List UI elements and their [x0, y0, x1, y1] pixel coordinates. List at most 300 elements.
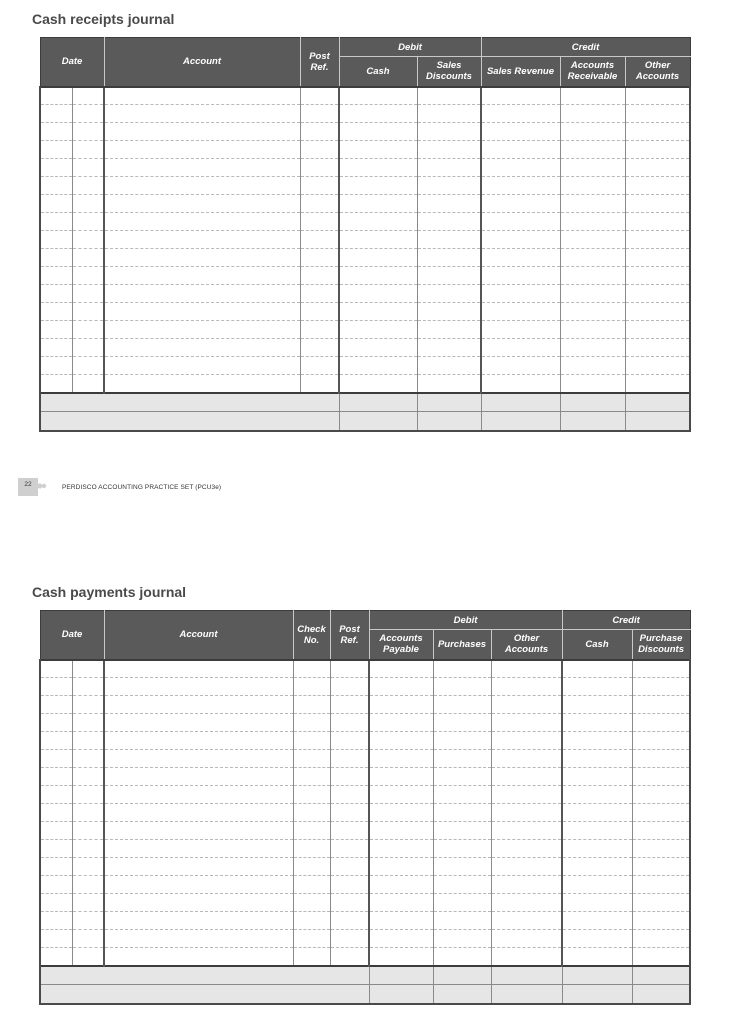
entry-cell[interactable]	[330, 912, 369, 930]
entry-cell[interactable]	[330, 930, 369, 948]
entry-cell[interactable]	[40, 660, 72, 678]
entry-cell[interactable]	[491, 696, 562, 714]
entry-cell[interactable]	[632, 858, 690, 876]
entry-cell[interactable]	[481, 105, 560, 123]
entry-cell[interactable]	[293, 714, 330, 732]
entry-cell[interactable]	[562, 750, 632, 768]
entry-cell[interactable]	[481, 123, 560, 141]
entry-cell[interactable]	[330, 660, 369, 678]
entry-cell[interactable]	[300, 195, 339, 213]
entry-cell[interactable]	[560, 375, 625, 393]
entry-cell[interactable]	[72, 357, 104, 375]
entry-cell[interactable]	[632, 768, 690, 786]
entry-cell[interactable]	[40, 357, 72, 375]
entry-cell[interactable]	[40, 339, 72, 357]
entry-cell[interactable]	[491, 894, 562, 912]
entry-cell[interactable]	[433, 786, 491, 804]
entry-cell[interactable]	[104, 858, 293, 876]
entry-cell[interactable]	[72, 249, 104, 267]
entry-cell[interactable]	[104, 105, 300, 123]
entry-cell[interactable]	[40, 303, 72, 321]
entry-cell[interactable]	[369, 930, 433, 948]
entry-cell[interactable]	[104, 375, 300, 393]
total-cell[interactable]	[369, 966, 433, 985]
entry-cell[interactable]	[491, 858, 562, 876]
entry-cell[interactable]	[491, 750, 562, 768]
entry-cell[interactable]	[417, 267, 481, 285]
entry-cell[interactable]	[560, 339, 625, 357]
entry-cell[interactable]	[417, 177, 481, 195]
entry-cell[interactable]	[491, 768, 562, 786]
entry-cell[interactable]	[625, 285, 690, 303]
entry-cell[interactable]	[417, 141, 481, 159]
entry-cell[interactable]	[417, 231, 481, 249]
total-cell[interactable]	[339, 393, 417, 412]
entry-cell[interactable]	[632, 732, 690, 750]
entry-cell[interactable]	[625, 357, 690, 375]
entry-cell[interactable]	[40, 375, 72, 393]
entry-cell[interactable]	[330, 822, 369, 840]
entry-cell[interactable]	[491, 732, 562, 750]
entry-cell[interactable]	[339, 123, 417, 141]
entry-cell[interactable]	[417, 249, 481, 267]
total-cell[interactable]	[481, 393, 560, 412]
entry-cell[interactable]	[104, 930, 293, 948]
entry-cell[interactable]	[632, 696, 690, 714]
entry-cell[interactable]	[433, 768, 491, 786]
entry-cell[interactable]	[72, 876, 104, 894]
entry-cell[interactable]	[481, 141, 560, 159]
entry-cell[interactable]	[72, 858, 104, 876]
entry-cell[interactable]	[632, 840, 690, 858]
entry-cell[interactable]	[481, 231, 560, 249]
entry-cell[interactable]	[72, 930, 104, 948]
entry-cell[interactable]	[562, 894, 632, 912]
entry-cell[interactable]	[40, 732, 72, 750]
entry-cell[interactable]	[104, 285, 300, 303]
entry-cell[interactable]	[104, 357, 300, 375]
total-cell[interactable]	[417, 393, 481, 412]
entry-cell[interactable]	[104, 660, 293, 678]
entry-cell[interactable]	[72, 822, 104, 840]
entry-cell[interactable]	[293, 912, 330, 930]
entry-cell[interactable]	[330, 750, 369, 768]
entry-cell[interactable]	[369, 696, 433, 714]
entry-cell[interactable]	[625, 321, 690, 339]
entry-cell[interactable]	[339, 105, 417, 123]
entry-cell[interactable]	[330, 858, 369, 876]
entry-cell[interactable]	[339, 303, 417, 321]
entry-cell[interactable]	[104, 768, 293, 786]
entry-cell[interactable]	[562, 786, 632, 804]
entry-cell[interactable]	[339, 339, 417, 357]
entry-cell[interactable]	[491, 912, 562, 930]
entry-cell[interactable]	[632, 930, 690, 948]
total-cell[interactable]	[560, 393, 625, 412]
entry-cell[interactable]	[339, 357, 417, 375]
entry-cell[interactable]	[40, 768, 72, 786]
entry-cell[interactable]	[300, 141, 339, 159]
entry-cell[interactable]	[560, 159, 625, 177]
entry-cell[interactable]	[369, 768, 433, 786]
entry-cell[interactable]	[40, 876, 72, 894]
entry-cell[interactable]	[560, 267, 625, 285]
entry-cell[interactable]	[293, 822, 330, 840]
entry-cell[interactable]	[104, 231, 300, 249]
entry-cell[interactable]	[40, 840, 72, 858]
entry-cell[interactable]	[72, 267, 104, 285]
entry-cell[interactable]	[417, 375, 481, 393]
entry-cell[interactable]	[562, 912, 632, 930]
entry-cell[interactable]	[339, 177, 417, 195]
entry-cell[interactable]	[104, 786, 293, 804]
entry-cell[interactable]	[562, 660, 632, 678]
entry-cell[interactable]	[339, 213, 417, 231]
entry-cell[interactable]	[369, 786, 433, 804]
entry-cell[interactable]	[72, 750, 104, 768]
entry-cell[interactable]	[625, 303, 690, 321]
entry-cell[interactable]	[369, 858, 433, 876]
entry-cell[interactable]	[104, 321, 300, 339]
entry-cell[interactable]	[72, 786, 104, 804]
entry-cell[interactable]	[491, 948, 562, 966]
total-cell[interactable]	[417, 412, 481, 431]
entry-cell[interactable]	[40, 714, 72, 732]
entry-cell[interactable]	[104, 159, 300, 177]
entry-cell[interactable]	[293, 930, 330, 948]
entry-cell[interactable]	[560, 195, 625, 213]
entry-cell[interactable]	[104, 87, 300, 105]
entry-cell[interactable]	[560, 177, 625, 195]
entry-cell[interactable]	[481, 249, 560, 267]
entry-cell[interactable]	[632, 678, 690, 696]
entry-cell[interactable]	[562, 696, 632, 714]
entry-cell[interactable]	[293, 804, 330, 822]
entry-cell[interactable]	[104, 213, 300, 231]
entry-cell[interactable]	[417, 195, 481, 213]
total-cell[interactable]	[632, 985, 690, 1004]
entry-cell[interactable]	[433, 930, 491, 948]
entry-cell[interactable]	[632, 876, 690, 894]
entry-cell[interactable]	[417, 339, 481, 357]
entry-cell[interactable]	[433, 876, 491, 894]
total-cell[interactable]	[632, 966, 690, 985]
entry-cell[interactable]	[104, 177, 300, 195]
entry-cell[interactable]	[40, 786, 72, 804]
entry-cell[interactable]	[104, 339, 300, 357]
entry-cell[interactable]	[632, 714, 690, 732]
total-cell[interactable]	[625, 393, 690, 412]
entry-cell[interactable]	[40, 105, 72, 123]
entry-cell[interactable]	[433, 912, 491, 930]
entry-cell[interactable]	[293, 876, 330, 894]
entry-cell[interactable]	[560, 249, 625, 267]
entry-cell[interactable]	[72, 912, 104, 930]
entry-cell[interactable]	[40, 930, 72, 948]
entry-cell[interactable]	[104, 303, 300, 321]
entry-cell[interactable]	[40, 195, 72, 213]
entry-cell[interactable]	[339, 195, 417, 213]
entry-cell[interactable]	[40, 249, 72, 267]
entry-cell[interactable]	[562, 714, 632, 732]
entry-cell[interactable]	[632, 786, 690, 804]
entry-cell[interactable]	[72, 105, 104, 123]
entry-cell[interactable]	[72, 375, 104, 393]
entry-cell[interactable]	[72, 87, 104, 105]
entry-cell[interactable]	[104, 732, 293, 750]
entry-cell[interactable]	[40, 177, 72, 195]
entry-cell[interactable]	[632, 894, 690, 912]
entry-cell[interactable]	[562, 876, 632, 894]
entry-cell[interactable]	[632, 822, 690, 840]
entry-cell[interactable]	[72, 123, 104, 141]
entry-cell[interactable]	[562, 732, 632, 750]
entry-cell[interactable]	[104, 249, 300, 267]
entry-cell[interactable]	[632, 660, 690, 678]
entry-cell[interactable]	[560, 357, 625, 375]
entry-cell[interactable]	[369, 894, 433, 912]
entry-cell[interactable]	[481, 195, 560, 213]
entry-cell[interactable]	[339, 249, 417, 267]
entry-cell[interactable]	[330, 948, 369, 966]
entry-cell[interactable]	[72, 321, 104, 339]
entry-cell[interactable]	[481, 357, 560, 375]
entry-cell[interactable]	[293, 696, 330, 714]
entry-cell[interactable]	[40, 267, 72, 285]
entry-cell[interactable]	[339, 231, 417, 249]
entry-cell[interactable]	[339, 159, 417, 177]
entry-cell[interactable]	[339, 141, 417, 159]
entry-cell[interactable]	[433, 696, 491, 714]
entry-cell[interactable]	[40, 948, 72, 966]
total-cell[interactable]	[560, 412, 625, 431]
entry-cell[interactable]	[104, 894, 293, 912]
total-cell[interactable]	[369, 985, 433, 1004]
entry-cell[interactable]	[491, 714, 562, 732]
total-cell[interactable]	[562, 985, 632, 1004]
entry-cell[interactable]	[104, 822, 293, 840]
entry-cell[interactable]	[481, 213, 560, 231]
entry-cell[interactable]	[40, 822, 72, 840]
entry-cell[interactable]	[330, 714, 369, 732]
entry-cell[interactable]	[72, 678, 104, 696]
entry-cell[interactable]	[625, 177, 690, 195]
entry-cell[interactable]	[72, 159, 104, 177]
entry-cell[interactable]	[369, 750, 433, 768]
entry-cell[interactable]	[369, 732, 433, 750]
entry-cell[interactable]	[293, 750, 330, 768]
total-cell[interactable]	[433, 985, 491, 1004]
entry-cell[interactable]	[481, 339, 560, 357]
entry-cell[interactable]	[300, 159, 339, 177]
entry-cell[interactable]	[491, 840, 562, 858]
entry-cell[interactable]	[369, 714, 433, 732]
entry-cell[interactable]	[72, 303, 104, 321]
entry-cell[interactable]	[433, 858, 491, 876]
entry-cell[interactable]	[339, 321, 417, 339]
entry-cell[interactable]	[417, 123, 481, 141]
entry-cell[interactable]	[293, 660, 330, 678]
entry-cell[interactable]	[369, 912, 433, 930]
entry-cell[interactable]	[300, 105, 339, 123]
entry-cell[interactable]	[72, 339, 104, 357]
entry-cell[interactable]	[40, 804, 72, 822]
entry-cell[interactable]	[40, 213, 72, 231]
entry-cell[interactable]	[330, 840, 369, 858]
entry-cell[interactable]	[632, 912, 690, 930]
entry-cell[interactable]	[330, 876, 369, 894]
entry-cell[interactable]	[339, 267, 417, 285]
entry-cell[interactable]	[481, 285, 560, 303]
entry-cell[interactable]	[72, 195, 104, 213]
entry-cell[interactable]	[560, 87, 625, 105]
entry-cell[interactable]	[417, 105, 481, 123]
entry-cell[interactable]	[433, 714, 491, 732]
entry-cell[interactable]	[562, 930, 632, 948]
entry-cell[interactable]	[491, 678, 562, 696]
entry-cell[interactable]	[562, 822, 632, 840]
entry-cell[interactable]	[300, 231, 339, 249]
entry-cell[interactable]	[433, 678, 491, 696]
entry-cell[interactable]	[339, 87, 417, 105]
entry-cell[interactable]	[300, 249, 339, 267]
entry-cell[interactable]	[72, 213, 104, 231]
entry-cell[interactable]	[560, 285, 625, 303]
entry-cell[interactable]	[417, 357, 481, 375]
entry-cell[interactable]	[560, 303, 625, 321]
entry-cell[interactable]	[625, 213, 690, 231]
entry-cell[interactable]	[40, 912, 72, 930]
entry-cell[interactable]	[293, 678, 330, 696]
entry-cell[interactable]	[491, 876, 562, 894]
entry-cell[interactable]	[481, 375, 560, 393]
entry-cell[interactable]	[104, 696, 293, 714]
entry-cell[interactable]	[300, 375, 339, 393]
entry-cell[interactable]	[369, 660, 433, 678]
entry-cell[interactable]	[300, 123, 339, 141]
entry-cell[interactable]	[40, 696, 72, 714]
entry-cell[interactable]	[293, 840, 330, 858]
entry-cell[interactable]	[625, 231, 690, 249]
entry-cell[interactable]	[625, 105, 690, 123]
entry-cell[interactable]	[433, 822, 491, 840]
entry-cell[interactable]	[625, 249, 690, 267]
entry-cell[interactable]	[625, 375, 690, 393]
entry-cell[interactable]	[293, 948, 330, 966]
entry-cell[interactable]	[300, 339, 339, 357]
entry-cell[interactable]	[104, 678, 293, 696]
entry-cell[interactable]	[293, 732, 330, 750]
entry-cell[interactable]	[562, 948, 632, 966]
entry-cell[interactable]	[40, 231, 72, 249]
entry-cell[interactable]	[72, 660, 104, 678]
entry-cell[interactable]	[632, 750, 690, 768]
entry-cell[interactable]	[300, 321, 339, 339]
entry-cell[interactable]	[72, 894, 104, 912]
entry-cell[interactable]	[40, 123, 72, 141]
entry-cell[interactable]	[625, 159, 690, 177]
entry-cell[interactable]	[481, 177, 560, 195]
total-cell[interactable]	[433, 966, 491, 985]
entry-cell[interactable]	[72, 696, 104, 714]
entry-cell[interactable]	[40, 678, 72, 696]
entry-cell[interactable]	[433, 804, 491, 822]
entry-cell[interactable]	[369, 876, 433, 894]
total-cell[interactable]	[481, 412, 560, 431]
entry-cell[interactable]	[40, 750, 72, 768]
entry-cell[interactable]	[560, 321, 625, 339]
entry-cell[interactable]	[369, 822, 433, 840]
entry-cell[interactable]	[293, 786, 330, 804]
entry-cell[interactable]	[330, 696, 369, 714]
entry-cell[interactable]	[491, 804, 562, 822]
entry-cell[interactable]	[104, 123, 300, 141]
entry-cell[interactable]	[491, 660, 562, 678]
entry-cell[interactable]	[104, 714, 293, 732]
entry-cell[interactable]	[417, 213, 481, 231]
entry-cell[interactable]	[330, 732, 369, 750]
entry-cell[interactable]	[104, 195, 300, 213]
entry-cell[interactable]	[625, 141, 690, 159]
entry-cell[interactable]	[293, 894, 330, 912]
entry-cell[interactable]	[433, 732, 491, 750]
entry-cell[interactable]	[433, 894, 491, 912]
entry-cell[interactable]	[293, 768, 330, 786]
entry-cell[interactable]	[562, 768, 632, 786]
entry-cell[interactable]	[369, 948, 433, 966]
entry-cell[interactable]	[481, 159, 560, 177]
entry-cell[interactable]	[293, 858, 330, 876]
entry-cell[interactable]	[369, 804, 433, 822]
entry-cell[interactable]	[104, 804, 293, 822]
total-cell[interactable]	[491, 966, 562, 985]
total-cell[interactable]	[562, 966, 632, 985]
entry-cell[interactable]	[417, 87, 481, 105]
entry-cell[interactable]	[72, 804, 104, 822]
entry-cell[interactable]	[72, 732, 104, 750]
total-cell[interactable]	[491, 985, 562, 1004]
entry-cell[interactable]	[433, 948, 491, 966]
entry-cell[interactable]	[72, 768, 104, 786]
entry-cell[interactable]	[330, 678, 369, 696]
entry-cell[interactable]	[562, 804, 632, 822]
entry-cell[interactable]	[40, 894, 72, 912]
entry-cell[interactable]	[104, 750, 293, 768]
entry-cell[interactable]	[300, 177, 339, 195]
entry-cell[interactable]	[300, 267, 339, 285]
entry-cell[interactable]	[625, 123, 690, 141]
entry-cell[interactable]	[433, 750, 491, 768]
entry-cell[interactable]	[632, 948, 690, 966]
entry-cell[interactable]	[300, 285, 339, 303]
entry-cell[interactable]	[417, 159, 481, 177]
entry-cell[interactable]	[72, 714, 104, 732]
entry-cell[interactable]	[560, 141, 625, 159]
entry-cell[interactable]	[104, 948, 293, 966]
entry-cell[interactable]	[433, 660, 491, 678]
entry-cell[interactable]	[72, 948, 104, 966]
entry-cell[interactable]	[300, 357, 339, 375]
entry-cell[interactable]	[481, 87, 560, 105]
entry-cell[interactable]	[339, 285, 417, 303]
entry-cell[interactable]	[330, 768, 369, 786]
entry-cell[interactable]	[40, 321, 72, 339]
entry-cell[interactable]	[369, 678, 433, 696]
entry-cell[interactable]	[560, 213, 625, 231]
entry-cell[interactable]	[491, 930, 562, 948]
entry-cell[interactable]	[491, 786, 562, 804]
entry-cell[interactable]	[433, 840, 491, 858]
